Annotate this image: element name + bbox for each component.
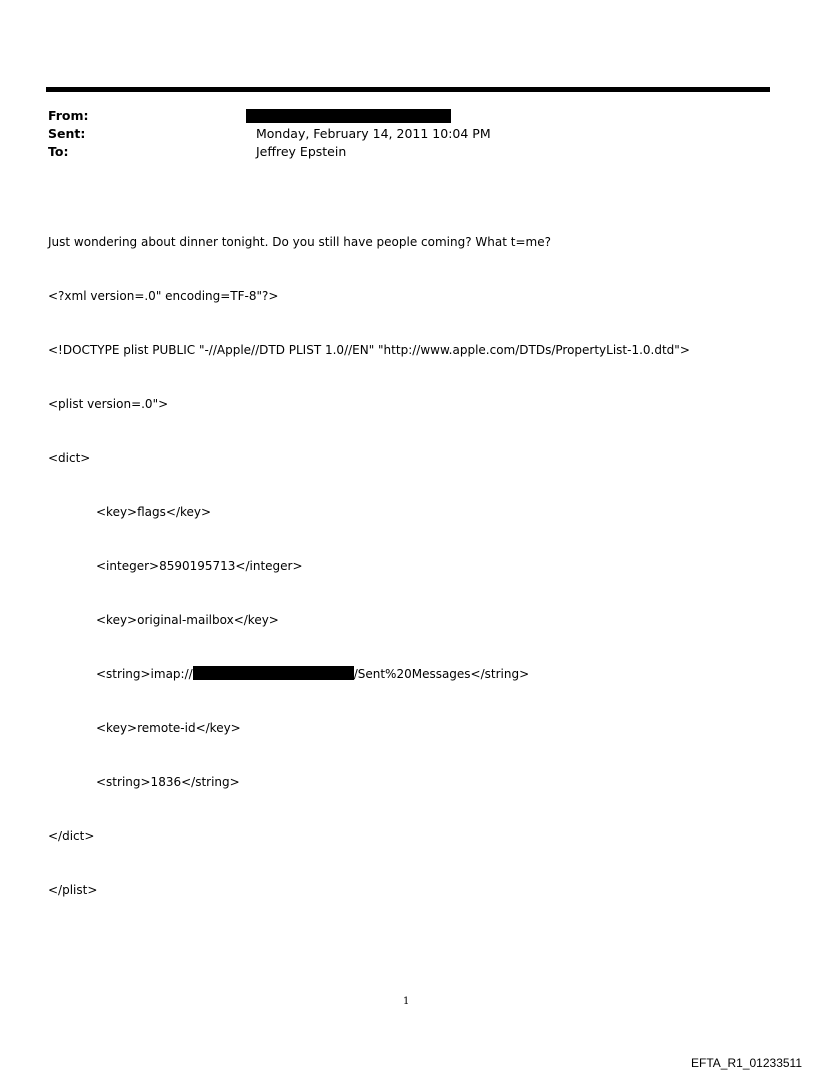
string-imap-line <box>48 665 690 683</box>
from-label: From: <box>48 108 89 123</box>
key-original-mailbox: <key>original-mailbox</key> <box>96 613 279 627</box>
bates-number: EFTA_R1_01233511 <box>691 1056 802 1070</box>
string-imap-prefix: <string>imap:// <box>96 667 193 681</box>
to-label: To: <box>48 144 69 159</box>
page-number: 1 <box>403 996 410 1007</box>
xml-declaration: <?xml version=.0" encoding=TF-8"?> <box>48 289 279 303</box>
string-imap-suffix: /Sent%20Messages</string> <box>353 667 530 681</box>
message-text: Just wondering about dinner tonight. Do you still have people coming? What t=me? <box>48 235 551 249</box>
string-remote-id: <string>1836</string> <box>96 775 240 789</box>
dict-close: </dict> <box>48 829 95 843</box>
email-body <box>48 197 690 917</box>
integer-flags: <integer>8590195713</integer> <box>96 559 303 573</box>
from-redaction <box>246 109 451 123</box>
sent-value: Monday, February 14, 2011 10:04 PM <box>256 126 491 141</box>
key-remote-id: <key>remote-id</key> <box>96 721 241 735</box>
doctype-line: <!DOCTYPE plist PUBLIC "-//Apple//DTD PLIST 1.0//EN" "http://www.apple.com/DTDs/PropertyList-1.0.dtd"> <box>48 343 690 357</box>
dict-open: <dict> <box>48 451 91 465</box>
header-rule <box>46 87 770 92</box>
plist-open: <plist version=.0"> <box>48 397 169 411</box>
key-flags: <key>flags</key> <box>96 505 212 519</box>
plist-close: </plist> <box>48 883 98 897</box>
imap-redaction <box>193 666 354 680</box>
to-value: Jeffrey Epstein <box>256 144 347 159</box>
sent-label: Sent: <box>48 126 86 141</box>
